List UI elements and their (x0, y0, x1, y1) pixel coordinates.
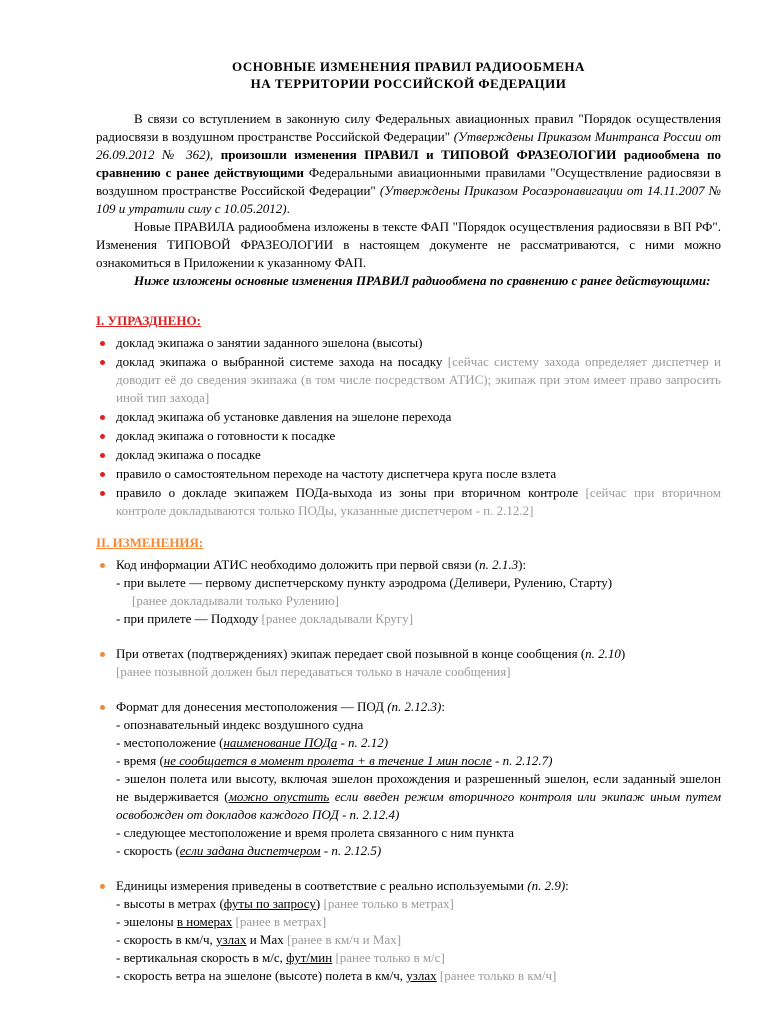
section-2-list-callsign (96, 645, 721, 681)
list-item: доклад экипажа о выбранной системе захода на посадку [сейчас систему захода определяет диспетчер и доводит её до сведения экипажа (в том числе посредством АТИС); экипаж при этом имеет право запросить иной тип захода] (96, 353, 721, 407)
document-page (96, 58, 721, 986)
section-2-heading: II. ИЗМЕНЕНИЯ: (96, 535, 204, 550)
intro-paragraph-3: Ниже изложены основные изменения ПРАВИЛ радиообмена по сравнению с ранее действующими: (134, 273, 711, 288)
list-item-atis: Код информации АТИС необходимо доложить при первой связи (п. 2.1.3): - при вылете — первому диспетчерскому пункту аэродрома (Деливери, Рулению, Старту) [ранее докладывали только Рулению] - при прилете — Подходу [ранее докладывали Кругу] (96, 556, 721, 628)
intro-paragraph-1: В связи со вступлением в законную силу Федеральных авиационных правил "Порядок осуществления радиосвязи в воздушном пространстве Российской Федерации" (Утверждены Приказом Минтранса России от 26.09.2012 № 362), произошли изменения ПРАВИЛ и ТИПОВОЙ ФРАЗЕОЛОГИИ радиообмена по сравнению с ранее действующими Федеральными авиационными правилами "Осуществление радиосвязи в воздушном пространстве Российской Федерации" (Утверждены Приказом Росаэронавигации от 14.11.2007 № 109 и утратили силу с 10.05.2012). (96, 111, 722, 216)
section-1-heading: I. УПРАЗДНЕНО: (96, 313, 201, 328)
title-line-2: НА ТЕРРИТОРИИ РОССИЙСКОЙ ФЕДЕРАЦИИ (250, 76, 567, 91)
intro-paragraph-2: Новые ПРАВИЛА радиообмена изложены в тексте ФАП "Порядок осуществления радиосвязи в ВП РФ". Изменения ТИПОВОЙ ФРАЗЕОЛОГИИ в настоящем документе не рассматриваются, с ними можно ознакомиться в Приложении к указанному ФАП. (96, 219, 721, 270)
list-item-pod: Формат для донесения местоположения — ПОД (п. 2.12.3): - опознавательный индекс воздушного судна - местоположение (наименование ПОДа - п. 2.12) - время (не сообщается в момент пролета + в течение 1 мин после - п. 2.12.7) - эшелон полета или высоту, включая эшелон прохождения и разрешенный эшелон, если заданный эшелон не выдерживается (можно опустить если введен режим вторичного контроля или экипаж иным путем освобожден от докладов каждого ПОД - п. 2.12.4) - следующее местоположение и время пролета связанного с ним пункта - скорость (если задана диспетчером - п. 2.12.5) (96, 698, 721, 860)
section-1-list (96, 334, 721, 520)
list-item: доклад экипажа о занятии заданного эшелона (высоты) (96, 334, 721, 352)
list-item: доклад экипажа об установке давления на эшелоне перехода (96, 408, 721, 426)
list-item: правило о докладе экипажем ПОДа-выхода из зоны при вторичном контроле [сейчас при вторичном контроле докладываются только ПОДы, указанные диспетчером - п. 2.12.2] (96, 484, 721, 520)
list-item: доклад экипажа о готовности к посадке (96, 427, 721, 445)
list-item: доклад экипажа о посадке (96, 446, 721, 464)
section-2-list (96, 556, 721, 628)
title-line-1: ОСНОВНЫЕ ИЗМЕНЕНИЯ ПРАВИЛ РАДИООБМЕНА (232, 59, 585, 74)
document-title (96, 58, 721, 92)
list-item: правило о самостоятельном переходе на частоту диспетчера круга после взлета (96, 465, 721, 483)
section-2-list-pod (96, 698, 721, 860)
list-item-callsign: При ответах (подтверждениях) экипаж передает свой позывной в конце сообщения (п. 2.10) [ранее позывной должен был передаваться только в начале сообщения] (96, 645, 721, 681)
section-2-list-units (96, 877, 721, 985)
list-item-units: Единицы измерения приведены в соответствие с реально используемыми (п. 2.9): - высоты в метрах (футы по запросу) [ранее только в метрах] - эшелоны в номерах [ранее в метрах] - скорость в км/ч, узлах и Мах [ранее в км/ч и Мах] - вертикальная скорость в м/с, фут/мин [ранее только в м/с] - скорость ветра на эшелоне (высоте) полета в км/ч, узлах [ранее только в км/ч] (96, 877, 721, 985)
